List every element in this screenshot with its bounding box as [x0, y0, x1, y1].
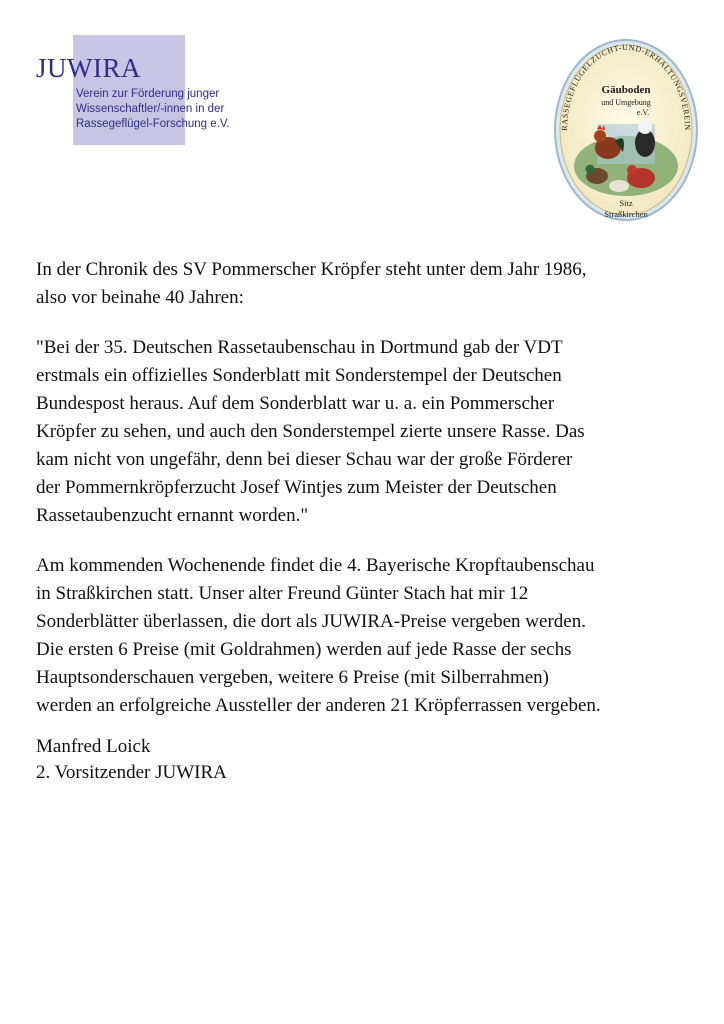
quote-paragraph: "Bei der 35. Deutschen Rassetaubenschau in Dortmund gab der VDT erstmals ein offizielles Sonderblatt mit Sonderstempel der Deutschen Bundespost heraus. Auf dem Sonderblatt war u. a. ein Pommerscher Kröpfer zu sehen, und auch den Sonderstempel zierte unsere Rasse. Das kam nicht von ungefähr, denn bei dieser Schau war der große Förderer der Pommernkröpferzucht Josef Wintjes zum Meister der Deutschen Rassetaubenzucht ernannt worden.": [36, 337, 585, 526]
emblem-seat-label: Sitz: [619, 198, 633, 208]
emblem-ev: e.V.: [636, 108, 650, 117]
club-emblem: [553, 38, 699, 223]
emblem-ring-text: RASSEGEFLÜGELZUCHT-UND-ERHALTUNGSVEREIN: [559, 42, 693, 131]
signature-role: 2. Vorsitzender JUWIRA: [36, 762, 227, 783]
logo-subtitle-line-1: Verein zur Förderung junger: [76, 88, 220, 100]
logo-subtitle-line-3: Rassegeflügel-Forschung e.V.: [76, 118, 230, 130]
juwira-logo: [36, 35, 251, 145]
letter-body: [36, 256, 701, 786]
logo-title: JUWIRA: [36, 53, 141, 83]
logo-subtitle: [76, 87, 230, 132]
emblem-subtitle: und Umgebung: [601, 98, 651, 107]
emblem-seat-city: Straßkirchen: [604, 209, 648, 219]
signature-name: Manfred Loick: [36, 736, 151, 757]
announcement-paragraph: Am kommenden Wochenende findet die 4. Bayerische Kropftaubenschau in Straßkirchen statt. Unser alter Freund Günter Stach hat mir 12 Sonderblätter überlassen, die dort als JUWIRA-Preise vergeben werden. Die ersten 6 Preise (mit Goldrahmen) werden auf jede Rasse der sechs Hauptsonderschauen vergeben, weitere 6 Preise (mit Silberrahmen) werden an erfolgreiche Aussteller der anderen 21 Kröpferrassen vergeben.: [36, 555, 601, 716]
intro-paragraph: In der Chronik des SV Pommerscher Kröpfer steht unter dem Jahr 1986, also vor beinahe 40 Jahren:: [36, 259, 587, 308]
emblem-graphic: [553, 38, 699, 223]
logo-subtitle-line-2: Wissenschaftler/-innen in der: [76, 103, 225, 115]
emblem-title: Gäuboden: [601, 84, 651, 96]
